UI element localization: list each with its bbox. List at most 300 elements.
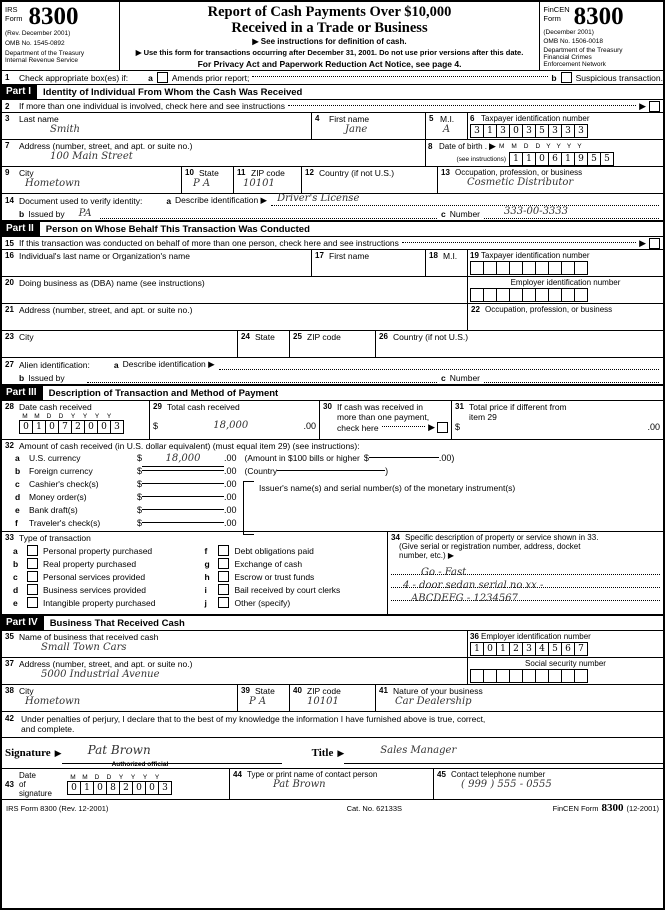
sig-date-digit[interactable]: 0 (146, 781, 159, 795)
line-43-number: 43 (5, 779, 14, 789)
line-28-number: 28 (5, 402, 14, 411)
line-32-block (2, 440, 663, 532)
row-cents: .00 (224, 491, 237, 502)
social-security-boxes[interactable] (470, 669, 661, 683)
business-name-field[interactable] (2, 631, 468, 657)
line-16-row (2, 250, 663, 277)
date-label-2: of (19, 779, 26, 789)
taxpayer-id-boxes[interactable] (470, 124, 661, 138)
row-letter: e (15, 504, 20, 515)
dba-name-label: Doing business as (DBA) name (see instructions) (19, 278, 205, 288)
org-tin-digit[interactable] (484, 261, 497, 275)
taxpayer-id-field[interactable] (468, 113, 663, 139)
fincen-label: FinCEN (543, 5, 570, 14)
sig-date-digit[interactable]: 3 (159, 781, 172, 795)
business-ein-digit[interactable]: 2 (510, 642, 523, 656)
transaction-type-block (2, 532, 388, 614)
fincen-dept-2: Financial Crimes (543, 54, 592, 61)
row-letter: c (15, 478, 20, 489)
date-digit[interactable]: 3 (111, 420, 124, 434)
ein-digit[interactable] (562, 288, 575, 302)
employer-id-field[interactable] (468, 277, 663, 303)
row-dollar: $ (137, 465, 143, 476)
line-36-number: 36 (470, 632, 479, 641)
org-first-name-field[interactable] (312, 250, 426, 276)
signature-arrow: ▶ (54, 747, 62, 758)
business-ein-label: Employer identification number (481, 632, 591, 641)
multiple-payments-field[interactable] (320, 401, 452, 439)
debt-obligations-checkbox[interactable] (218, 545, 229, 556)
contact-phone-label: Contact telephone number (451, 770, 546, 779)
business-ein-digit[interactable]: 3 (523, 642, 536, 656)
tin-digit[interactable]: 3 (470, 124, 484, 138)
org-first-name-label: First name (329, 251, 370, 261)
bail-received-checkbox[interactable] (218, 584, 229, 595)
occupation-field[interactable] (438, 167, 663, 193)
contact-phone-value: ( 999 ) 555 - 0555 (461, 779, 552, 790)
line-27b-row (2, 371, 663, 385)
date-of-birth-field[interactable] (426, 140, 663, 166)
title-value: Sales Manager (380, 744, 457, 756)
line-31-number: 31 (455, 402, 464, 411)
employer-id-boxes[interactable] (470, 288, 661, 302)
sig-date-digit[interactable]: 0 (133, 781, 146, 795)
date-digit[interactable]: 2 (72, 420, 85, 434)
escrow-trust-funds-checkbox[interactable] (218, 571, 229, 582)
transaction-type-option[interactable] (5, 570, 204, 583)
line-17-number: 17 (315, 251, 324, 260)
tin-digit[interactable]: 5 (536, 124, 549, 138)
option-text: Exchange of cash (234, 558, 303, 569)
contact-phone-field[interactable] (434, 769, 663, 799)
org-zip-field[interactable] (290, 331, 376, 357)
line-10-number: 10 (185, 168, 194, 177)
line-14c-text: Number (449, 208, 480, 219)
ssn-digit[interactable] (484, 669, 497, 683)
date-cash-received-label: Date cash received (19, 402, 92, 412)
sig-date-header-d2: D (106, 773, 112, 781)
option-letter: d (13, 584, 19, 595)
org-tin-digit[interactable] (536, 261, 549, 275)
transaction-type-option[interactable] (204, 544, 384, 557)
line-2-number: 2 (5, 101, 10, 111)
dob-digit[interactable]: 1 (523, 152, 536, 166)
middle-initial-field[interactable] (426, 113, 468, 139)
state-value: P A (193, 178, 211, 189)
org-middle-initial-field[interactable] (426, 250, 468, 276)
line-34-text-3: number, etc.) ▶ (399, 551, 455, 560)
business-zip-value: 10101 (307, 696, 339, 707)
issuer-note: Issuer's name(s) and serial number(s) of the monetary instrument(s) (259, 483, 516, 493)
dob-digit[interactable]: 6 (549, 152, 562, 166)
row-label: Money order(s) (29, 491, 87, 502)
date-digit[interactable]: 7 (59, 420, 72, 434)
country-field[interactable] (302, 167, 438, 193)
ssn-digit[interactable] (497, 669, 510, 683)
line-1-number: 1 (5, 73, 10, 82)
dob-digit[interactable]: 5 (601, 152, 614, 166)
line-14a-letter: a (166, 195, 172, 206)
transaction-type-option[interactable] (204, 570, 384, 583)
line-32-row[interactable] (5, 516, 660, 529)
city-field[interactable] (2, 167, 182, 193)
line-32-text: Amount of cash received (in U.S. dollar equivalent) (must equal item 29) (see instructions): (19, 441, 360, 451)
form-title-block (120, 2, 541, 70)
address-label: Address (number, street, and apt. or suite no.) (19, 141, 193, 151)
fincen-dept-3: Enforcement Network (543, 61, 606, 68)
ssn-digit[interactable] (510, 669, 523, 683)
first-name-field[interactable] (312, 113, 426, 139)
option-letter: f (204, 545, 208, 556)
business-ein-digit[interactable]: 5 (549, 642, 562, 656)
row-label: Traveler's check(s) (29, 517, 101, 528)
line-32-row[interactable] (5, 503, 660, 516)
date-header-y3: Y (94, 413, 100, 420)
line-4-number: 4 (315, 114, 320, 123)
tin-digit[interactable]: 1 (484, 124, 497, 138)
transaction-type-option[interactable] (204, 596, 384, 609)
tin-digit[interactable]: 0 (510, 124, 523, 138)
transaction-type-option[interactable] (5, 596, 204, 609)
real-property-checkbox[interactable] (27, 558, 38, 569)
ein-digit[interactable] (470, 288, 484, 302)
sig-date-digit[interactable]: 0 (67, 781, 81, 795)
business-address-value: 5000 Industrial Avenue (41, 669, 160, 680)
date-of-birth-label: Date of birth . (439, 142, 488, 151)
business-ein-digit[interactable]: 1 (497, 642, 510, 656)
line-1b-text: Suspicious transaction. (575, 72, 663, 83)
dob-header-y3: Y (566, 143, 572, 150)
option-text: Business services provided (43, 584, 146, 595)
org-zip-label: ZIP code (307, 332, 341, 342)
form-header (2, 2, 663, 70)
line-15-arrow: ▶ (639, 237, 646, 248)
last-name-field[interactable] (2, 113, 312, 139)
option-text: Debt obligations paid (234, 545, 314, 556)
tin-digit[interactable]: 3 (497, 124, 510, 138)
dob-digit[interactable]: 0 (536, 152, 549, 166)
suspicious-transaction-checkbox[interactable] (561, 72, 572, 83)
line-18-number: 18 (429, 251, 438, 260)
org-tin-digit[interactable] (562, 261, 575, 275)
last-name-value: Smith (50, 124, 80, 135)
dba-name-field[interactable] (2, 277, 468, 303)
line-45-number: 45 (437, 770, 446, 779)
row-cents: .00 (224, 452, 237, 463)
business-ein-digit[interactable]: 6 (562, 642, 575, 656)
personal-property-checkbox[interactable] (27, 545, 38, 556)
property-description-block[interactable] (388, 532, 663, 614)
line-28-row (2, 401, 663, 440)
line-15-number: 15 (5, 238, 14, 248)
org-taxpayer-id-field[interactable] (468, 250, 663, 276)
sig-date-digit[interactable]: 1 (81, 781, 94, 795)
line-21-number: 21 (5, 305, 14, 314)
part-2-title: Person on Whose Behalf This Transaction Was Conducted (45, 223, 310, 235)
date-label-3: signature (19, 788, 52, 798)
dob-boxes[interactable] (509, 152, 614, 166)
org-tin-digit[interactable] (510, 261, 523, 275)
line-44-number: 44 (233, 770, 242, 779)
ein-digit[interactable] (549, 288, 562, 302)
issued-by-value: PA (78, 208, 92, 219)
other-transaction-checkbox[interactable] (218, 597, 229, 608)
business-zip-field[interactable] (290, 685, 376, 711)
line-30-leader (382, 426, 425, 427)
amends-prior-report-checkbox[interactable] (157, 72, 168, 83)
business-nature-value: Car Dealership (395, 696, 472, 707)
total-cash-received-label: Total cash received (167, 402, 240, 412)
ssn-digit[interactable] (523, 669, 536, 683)
date-header-y1: Y (70, 413, 76, 420)
row-letter: b (15, 465, 21, 476)
org-tin-digit[interactable] (549, 261, 562, 275)
dob-digit[interactable]: 1 (562, 152, 575, 166)
social-security-field[interactable] (468, 658, 663, 684)
date-label-1: Date (19, 770, 36, 780)
business-name-value: Small Town Cars (41, 642, 127, 653)
city-value: Hometown (25, 178, 81, 189)
org-address-field[interactable] (2, 304, 468, 330)
transaction-type-option[interactable] (204, 583, 384, 596)
line-1-text: Check appropriate box(es) if: (19, 72, 129, 83)
option-letter: e (13, 597, 18, 608)
transaction-type-option[interactable] (5, 557, 204, 570)
state-field[interactable] (182, 167, 234, 193)
line-38-number: 38 (5, 686, 14, 695)
zip-field[interactable] (234, 167, 302, 193)
dob-header-y1: Y (546, 143, 551, 150)
multiple-persons-checkbox[interactable] (649, 238, 660, 249)
line-24-number: 24 (241, 332, 250, 341)
row-dollar: $ (137, 504, 143, 515)
business-state-field[interactable] (238, 685, 290, 711)
sig-date-header-m1: M (70, 773, 76, 781)
exchange-of-cash-checkbox[interactable] (218, 558, 229, 569)
row-cents: .00 (224, 504, 237, 515)
part-2-header (2, 221, 663, 237)
org-country-label: Country (if not U.S.) (393, 332, 469, 342)
signature-value: Pat Brown (87, 742, 151, 757)
ein-digit[interactable] (510, 288, 523, 302)
middle-initial-value: A (442, 124, 451, 135)
multiple-individuals-checkbox[interactable] (649, 101, 660, 112)
middle-initial-label: M.I. (440, 114, 455, 124)
date-digit[interactable]: 0 (19, 420, 33, 434)
org-tin-digit[interactable] (523, 261, 536, 275)
sig-date-digit[interactable]: 2 (120, 781, 133, 795)
sig-date-header-m2: M (82, 773, 88, 781)
business-ein-digit[interactable]: 1 (470, 642, 484, 656)
dob-digit[interactable]: 9 (575, 152, 588, 166)
privacy-act-note: For Privacy Act and Paperwork Reduction Act Notice, see page 4. (197, 59, 462, 69)
org-middle-initial-label: M.I. (443, 251, 458, 261)
total-price-dollar-sign: $ (455, 422, 461, 432)
line-15-text: If this transaction was conducted on behalf of more than one person, check here and see instructions (19, 238, 399, 248)
line-23-row (2, 331, 663, 358)
total-cash-received-field[interactable] (150, 401, 320, 439)
line-1a-letter: a (148, 72, 153, 83)
date-cash-received-boxes[interactable] (5, 420, 146, 434)
line-8-number: 8 (428, 142, 433, 151)
option-letter: a (13, 545, 18, 556)
transaction-type-option[interactable] (5, 583, 204, 596)
total-price-cents: .00 (647, 422, 660, 432)
line-14b-text: Issued by (28, 208, 65, 219)
line-3-row (2, 113, 663, 140)
property-description-line-2: 4 - door sedan serial no xx - (403, 580, 544, 591)
org-occupation-field[interactable] (468, 304, 663, 330)
row-dollar: $ (137, 491, 143, 502)
date-digit[interactable]: 0 (98, 420, 111, 434)
sig-date-header-y3: Y (142, 773, 148, 781)
business-state-value: P A (249, 696, 267, 707)
ein-digit[interactable] (497, 288, 510, 302)
business-ein-digit[interactable]: 7 (575, 642, 588, 656)
irs-label: IRS (5, 5, 18, 14)
line-25-number: 25 (293, 332, 302, 341)
line-34-number: 34 (391, 533, 400, 542)
country-label: Country (if not U.S.) (319, 168, 395, 178)
ssn-digit[interactable] (470, 669, 484, 683)
tin-digit[interactable]: 3 (575, 124, 588, 138)
line-29-number: 29 (153, 402, 162, 411)
tin-digit[interactable]: 3 (562, 124, 575, 138)
org-city-field[interactable] (2, 331, 238, 357)
footer-left: IRS Form 8300 (Rev. 12-2001) (6, 803, 109, 813)
line-30-number: 30 (323, 402, 332, 411)
line-13-number: 13 (441, 168, 450, 177)
line-9-number: 9 (5, 168, 10, 177)
business-ein-field[interactable] (468, 631, 663, 657)
line-30-text-2: more than one payment, (337, 412, 430, 422)
business-ein-boxes[interactable] (470, 642, 661, 656)
see-instructions-note: ▶ See instructions for definition of cash. (252, 37, 407, 46)
line-21-row (2, 304, 663, 331)
date-digit[interactable]: 0 (85, 420, 98, 434)
line-32-row[interactable] (5, 451, 660, 464)
business-services-checkbox[interactable] (27, 584, 38, 595)
ein-digit[interactable] (536, 288, 549, 302)
date-cash-received-field[interactable] (2, 401, 150, 439)
personal-services-checkbox[interactable] (27, 571, 38, 582)
date-digit[interactable]: 1 (33, 420, 46, 434)
sig-date-digit[interactable]: 8 (107, 781, 120, 795)
org-tin-digit[interactable] (575, 261, 588, 275)
option-letter: g (204, 558, 210, 569)
ssn-digit[interactable] (575, 669, 588, 683)
date-of-signature-boxes[interactable] (67, 781, 172, 795)
row-letter: d (15, 491, 21, 502)
option-letter: j (204, 597, 207, 608)
line-32-row[interactable] (5, 464, 660, 477)
dob-header-y4: Y (577, 143, 582, 150)
total-price-field[interactable] (452, 401, 663, 439)
line-27-row (2, 358, 663, 371)
row-label: U.S. currency (29, 452, 81, 463)
form-label: Form (5, 13, 23, 23)
line-34-text-2: (Give serial or registration number, address, docket (399, 542, 581, 551)
row-note-dollar: $ (363, 452, 369, 463)
part-3-header (2, 385, 663, 401)
line-14b-letter: b (19, 208, 25, 219)
occupation-value: Cosmetic Distributor (467, 177, 574, 188)
row-label: Bank draft(s) (29, 504, 78, 515)
line-26-number: 26 (379, 332, 388, 341)
row-cents: .00 (224, 465, 237, 476)
line-14b-row (2, 207, 663, 221)
ein-digit[interactable] (523, 288, 536, 302)
business-city-field[interactable] (2, 685, 238, 711)
transaction-type-option[interactable] (204, 557, 384, 570)
line-1-row (2, 70, 663, 84)
fincen-form-block (540, 2, 663, 70)
row-dollar: $ (137, 452, 143, 463)
ssn-digit[interactable] (549, 669, 562, 683)
tin-digit[interactable]: 3 (523, 124, 536, 138)
irs-form-number: 8300 (28, 3, 79, 30)
transaction-type-option[interactable] (5, 544, 204, 557)
contact-person-field[interactable] (230, 769, 434, 799)
line-37-number: 37 (5, 659, 14, 668)
date-of-signature-field[interactable] (2, 769, 230, 799)
sig-date-digit[interactable]: 0 (94, 781, 107, 795)
org-last-name-field[interactable] (2, 250, 312, 276)
fincen-omb: OMB No. 1506-0018 (543, 38, 603, 45)
org-state-label: State (255, 332, 275, 342)
business-nature-field[interactable] (376, 685, 663, 711)
irs-form-block (2, 2, 120, 70)
business-name-label: Name of business that received cash (19, 632, 159, 642)
line-27c-letter: c (441, 372, 446, 383)
dob-digit[interactable]: 1 (509, 152, 523, 166)
org-occupation-label: Occupation, profession, or business (485, 305, 613, 314)
ein-digit[interactable] (575, 288, 588, 302)
date-digit[interactable]: 0 (46, 420, 59, 434)
org-state-field[interactable] (238, 331, 290, 357)
last-name-label: Last name (19, 114, 59, 124)
line-1b-letter: b (551, 72, 557, 83)
tin-digit[interactable]: 3 (549, 124, 562, 138)
part-4-label: Part IV (2, 616, 44, 630)
option-text: Escrow or trust funds (234, 571, 315, 582)
ssn-digit[interactable] (562, 669, 575, 683)
multiple-payments-checkbox[interactable] (437, 422, 448, 433)
address-field[interactable] (2, 140, 426, 166)
org-tin-digit[interactable] (497, 261, 510, 275)
intangible-property-checkbox[interactable] (27, 597, 38, 608)
org-taxpayer-id-label: Taxpayer identification number (481, 251, 590, 260)
ssn-digit[interactable] (536, 669, 549, 683)
org-taxpayer-id-boxes[interactable] (470, 261, 661, 275)
part-3-label: Part III (2, 386, 43, 400)
signature-row (2, 738, 663, 769)
business-address-label: Address (number, street, and apt. or suite no.) (19, 659, 193, 669)
org-country-field[interactable] (376, 331, 663, 357)
footer-right-label: FinCEN Form (552, 803, 599, 813)
property-description-line-1: Go - Fast (421, 567, 467, 578)
row-dollar: $ (137, 478, 143, 489)
dob-digit[interactable]: 5 (588, 152, 601, 166)
business-address-field[interactable] (2, 658, 468, 684)
business-ein-digit[interactable]: 4 (536, 642, 549, 656)
footer-right-number: 8300 (601, 802, 624, 814)
org-tin-digit[interactable] (470, 261, 484, 275)
ein-digit[interactable] (484, 288, 497, 302)
business-ein-digit[interactable]: 0 (484, 642, 497, 656)
line-27a-text: Describe identification ▶ (122, 359, 215, 369)
taxpayer-id-label: Taxpayer identification number (481, 114, 590, 123)
